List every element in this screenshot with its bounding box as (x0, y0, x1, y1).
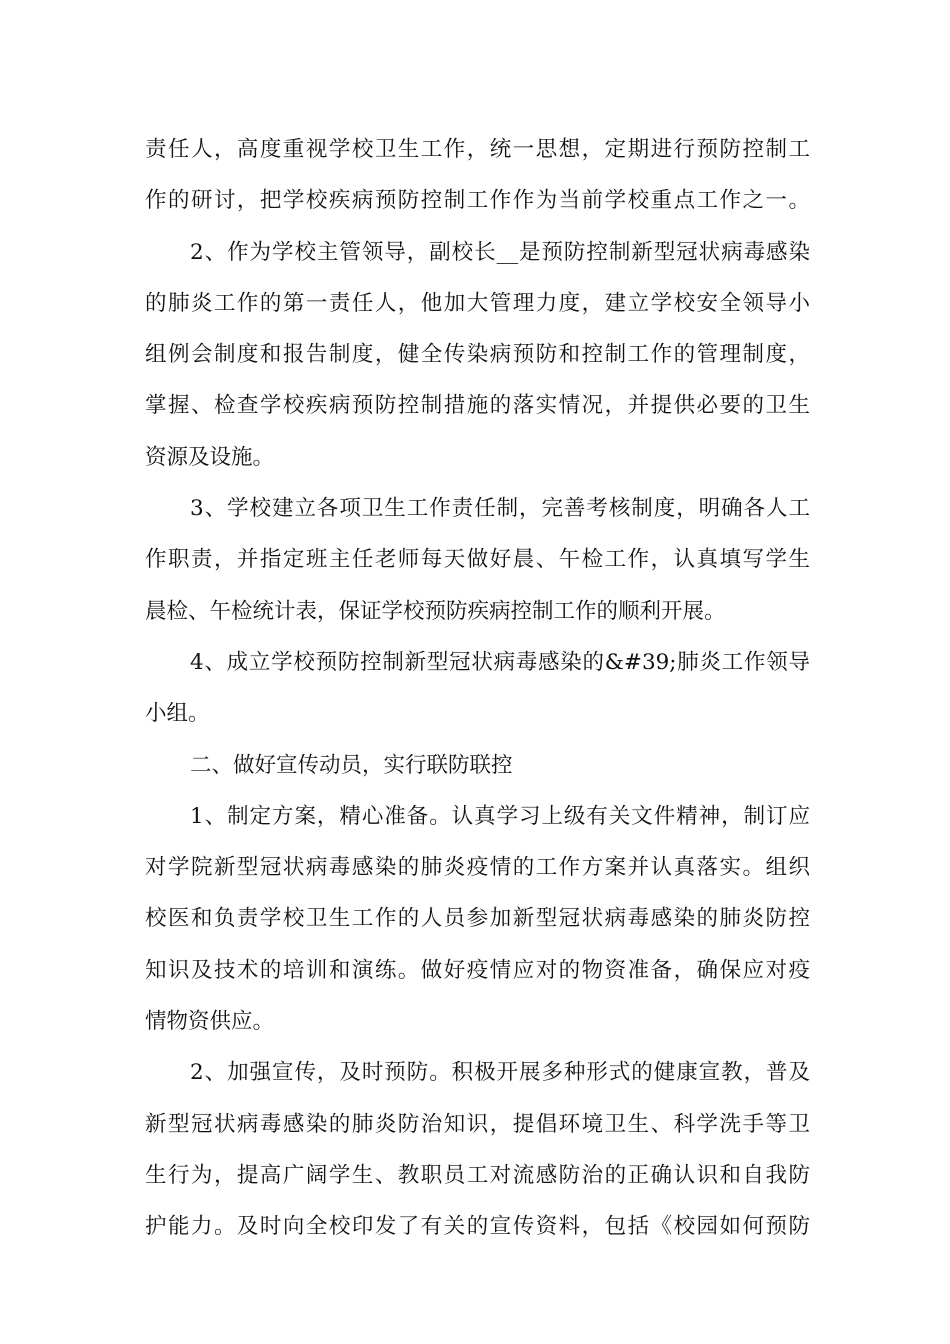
text-line: 对学院新型冠状病毒感染的肺炎疫情的工作方案并认真落实。组织 (145, 855, 810, 881)
text-line: 3、学校建立各项卫生工作责任制，完善考核制度，明确各人工 (190, 496, 810, 522)
text-line: 2、加强宣传，及时预防。积极开展多种形式的健康宣教，普及 (190, 1060, 810, 1086)
text-line: 作的研讨，把学校疾病预防控制工作作为当前学校重点工作之一。 (145, 188, 810, 214)
text-line: 情物资供应。 (145, 1009, 275, 1035)
text-line: 护能力。及时向全校印发了有关的宣传资料，包括《校园如何预防 (145, 1214, 810, 1240)
text-line: 4、成立学校预防控制新型冠状病毒感染的&#39;肺炎工作领导 (190, 649, 810, 675)
text-line: 校医和负责学校卫生工作的人员参加新型冠状病毒感染的肺炎防控 (145, 906, 810, 932)
text-line: 作职责，并指定班主任老师每天做好晨、午检工作，认真填写学生 (145, 547, 810, 573)
text-line: 小组。 (145, 701, 210, 727)
text-line: 掌握、检查学校疾病预防控制措施的落实情况，并提供必要的卫生 (145, 393, 810, 419)
text-line: 资源及设施。 (145, 444, 275, 470)
document-body (145, 129, 810, 1258)
text-line: 知识及技术的培训和演练。做好疫情应对的物资准备，确保应对疫 (145, 957, 810, 983)
text-line: 新型冠状病毒感染的肺炎防治知识，提倡环境卫生、科学洗手等卫 (145, 1111, 810, 1137)
text-line: 生行为，提高广阔学生、教职员工对流感防治的正确认识和自我防 (145, 1162, 810, 1188)
text-line: 二、做好宣传动员，实行联防联控 (190, 752, 513, 778)
text-line: 组例会制度和报告制度，健全传染病预防和控制工作的管理制度， (145, 342, 810, 368)
text-line: 2、作为学校主管领导，副校长__是预防控制新型冠状病毒感染 (190, 239, 810, 265)
text-line: 1、制定方案，精心准备。认真学习上级有关文件精神，制订应 (190, 803, 810, 829)
text-line: 的肺炎工作的第一责任人，他加大管理力度，建立学校安全领导小 (145, 290, 810, 316)
text-line: 晨检、午检统计表，保证学校预防疾病控制工作的顺利开展。 (145, 598, 726, 624)
text-line: 责任人，高度重视学校卫生工作，统一思想，定期进行预防控制工 (145, 137, 810, 162)
